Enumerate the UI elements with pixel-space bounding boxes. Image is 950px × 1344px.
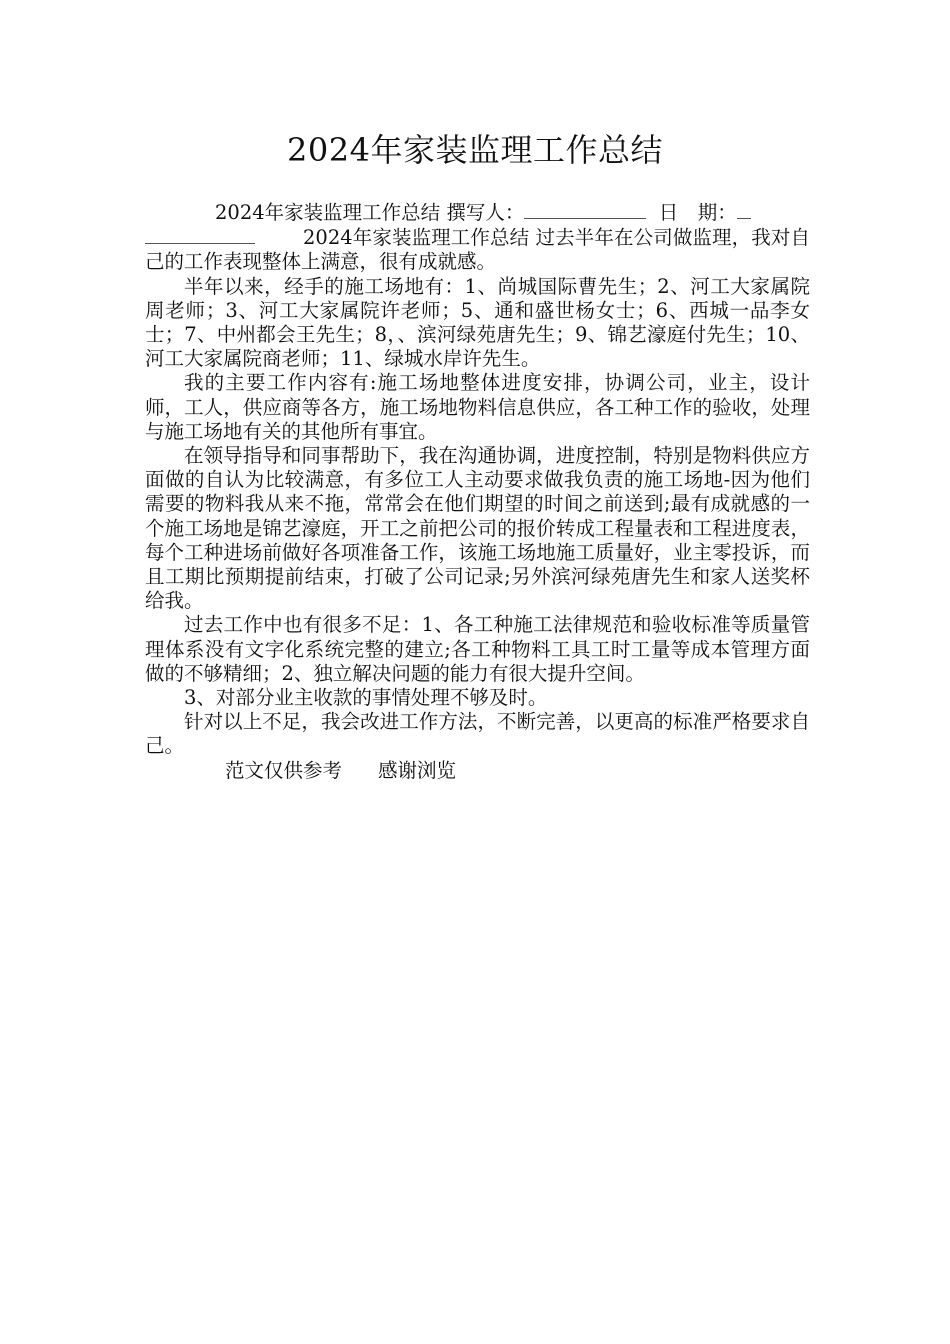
author-blank [524, 200, 646, 219]
document-body [145, 200, 810, 783]
date-label: 日 期： [658, 201, 737, 224]
paragraph-achievements: 在领导指导和同事帮助下，我在沟通协调，进度控制，特别是物料供应方面做的自认为比较满意，有多位工人主动要求做我负责的施工场地-因为他们需要的物料我从来不拖，常常会在他们期望的时间之前送到;最有成就感的一个施工场地是锦艺濠庭，开工之前把公司的报价转成工程量表和工程进度表，每个工种进场前做好各项准备工作，该施工场地施工质量好，业主零投诉，而且工期比预期提前结束，打破了公司记录;另外滨河绿苑唐先生和家人送奖杯给我。 [145, 444, 810, 613]
repeat-title: 2024年家装监理工作总结 [303, 226, 530, 250]
paragraph-sites: 半年以来，经手的施工场地有：1、尚城国际曹先生；2、河工大家属院周老师；3、河工大家属院许老师；5、通和盛世杨女士；6、西城一品李女士；7、中州都会王先生；8，、滨河绿苑唐先生；9、锦艺濠庭付先生；10、河工大家属院商老师；11、绿城水岸许先生。 [145, 274, 810, 371]
paragraph-shortcoming-3: 3、对部分业主收款的事情处理不够及时。 [184, 686, 548, 710]
document-title: 2024年家装监理工作总结 [287, 131, 663, 169]
paragraph-work: 我的主要工作内容有:施工场地整体进度安排，协调公司，业主，设计师，工人，供应商等各方，施工场地物料信息供应，各工种工作的验收，处理与施工场地有关的其他所有事宜。 [145, 371, 810, 443]
date-blank [737, 200, 751, 219]
footer-line [145, 759, 810, 783]
footer-left: 范文仅供参考 [225, 758, 343, 782]
intro-text: 过去半年在公司做监理，我对自己的工作表现整体上满意，很有成就感。 [145, 226, 810, 274]
header-title: 2024年家装监理工作总结 [215, 201, 441, 224]
footer-right: 感谢浏览 [378, 758, 457, 782]
author-label: 撰写人： [446, 201, 525, 224]
paragraph-improvement: 针对以上不足，我会改进工作方法，不断完善，以更高的标准严格要求自己。 [145, 710, 810, 758]
header-line [145, 200, 810, 275]
paragraph-shortcomings: 过去工作中也有很多不足：1、各工种施工法律规范和验收标准等质量管理体系没有文字化系统完整的建立;各工种物料工具工时工量等成本管理方面做的不够精细；2、独立解决问题的能力有很大提升空间。 [145, 613, 810, 685]
date-blank-continued [145, 225, 255, 244]
